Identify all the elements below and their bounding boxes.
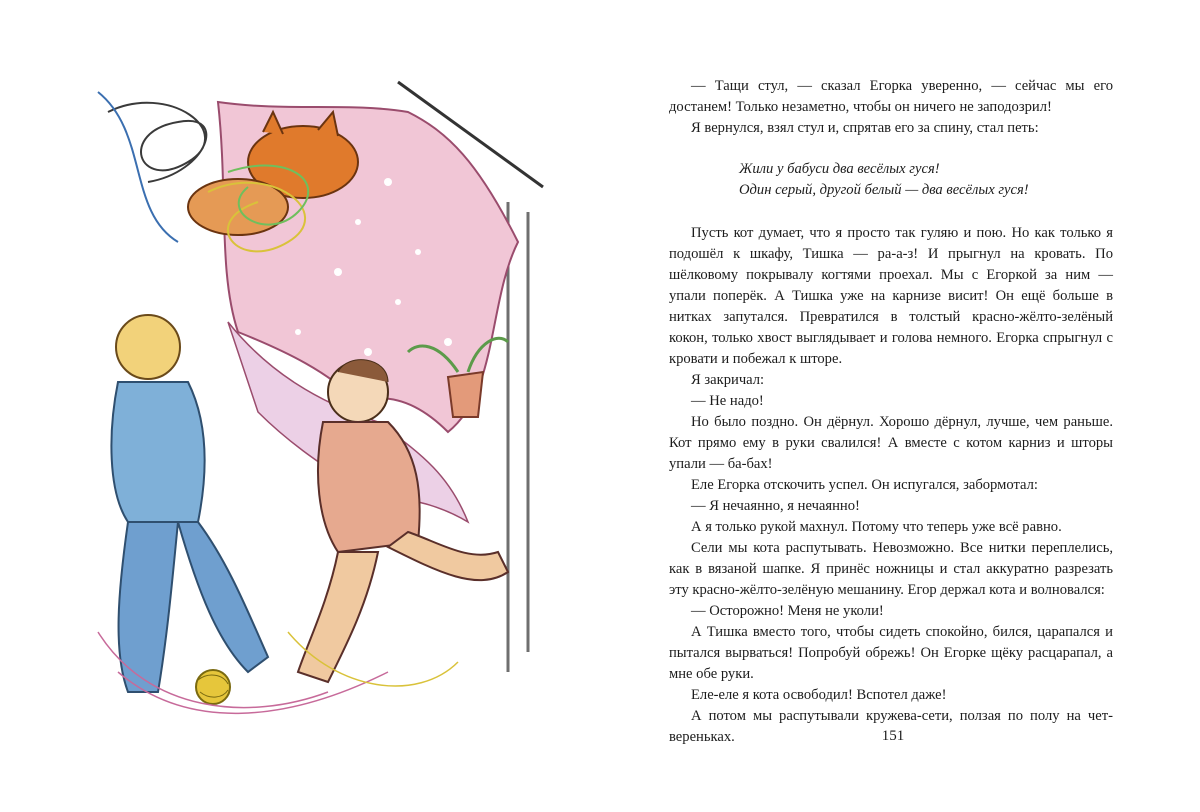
paragraph: — Тащи стул, — сказал Егорка уверенно, — сейчас мы его достанем! Только незаметно, чтобы он ничего не заподозрил! <box>669 78 1113 115</box>
paragraph: А потом мы распутывали кружева-сети, ползая по полу на четвереньках. <box>669 708 1113 745</box>
verse <box>739 159 1113 201</box>
paragraph: — Я нечаянно, я нечаянно! <box>691 498 860 514</box>
paragraph: А я только рукой махнул. Потому что теперь уже всё равно. <box>691 519 1062 535</box>
paragraph: Еле Егорка отскочить успел. Он испугался, забормотал: <box>691 477 1038 493</box>
paragraph: Пусть кот думает, что я просто так гуляю и пою. Но как только я подошёл к шкафу, Тишка — ра-а-з! И прыгнул на кровать. По шёлковому покрывалу когтями проехал. Мы с Егоркой за ним — упали поперёк. А Тишка уже на карнизе висит! Он ещё больше в нитках запутался. Превратился в толстый красно-жёлто-зелёный кокон, только хвост выглядывает и голова немного. Егорка спрыгнул с кровати и побежал к шторе. <box>669 225 1113 367</box>
children-catching-cat-illustration <box>88 72 558 732</box>
verse-line: Один серый, другой белый — два весёлых гуся! <box>739 182 1029 198</box>
paragraph: А Тишка вместо того, чтобы сидеть спокойно, бился, царапался и пытался вырваться! Попробуй обрежь! Он Егорке щёку расцарапал, а мне обе руки. <box>669 624 1113 682</box>
paragraph: — Осторожно! Меня не уколи! <box>691 603 884 619</box>
paragraph: Я закричал: <box>691 372 765 388</box>
paragraph: — Не надо! <box>691 393 764 409</box>
verse-line: Жили у бабуси два весёлых гуся! <box>739 161 940 177</box>
paragraph: Еле-еле я кота освободил! Вспотел даже! <box>691 687 947 703</box>
text-page <box>669 76 1113 748</box>
paragraph: Я вернулся, взял стул и, спрятав его за спину, стал петь: <box>691 120 1039 136</box>
paragraph: Но было поздно. Он дёрнул. Хорошо дёрнул, лучше, чем раньше. Кот прямо ему в руки свалился! А вместе с котом карниз и шторы упали — ба-бах! <box>669 414 1113 472</box>
illustration <box>88 72 558 732</box>
page-number: 151 <box>881 728 905 744</box>
paragraph: Сели мы кота распутывать. Невозможно. Все нитки переплелись, как в вязаной шапке. Я принёс ножницы и стал аккуратно разрезать эту красно-жёлто-зелёную мешанину. Егор держал кота и волновался: <box>669 540 1113 598</box>
